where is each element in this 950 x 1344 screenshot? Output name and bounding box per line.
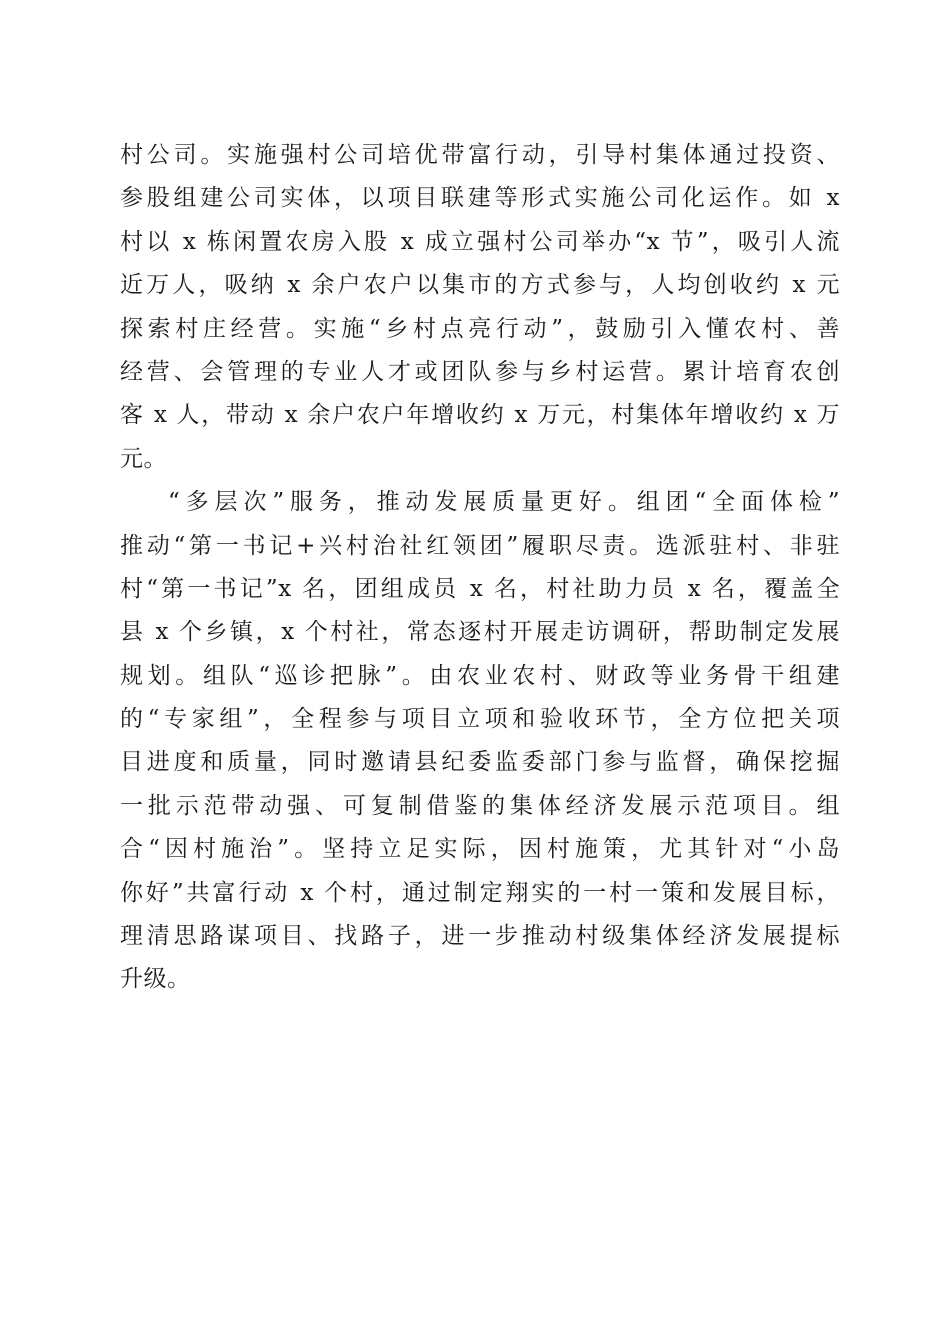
text-line: 县 x 个乡镇，x 个村社，常态逐村开展走访调研，帮助制定发展 — [120, 619, 840, 646]
body-text — [120, 134, 840, 1002]
text-line: 的“专家组”，全程参与项目立项和验收环节，全方位把关项 — [120, 706, 840, 733]
text-line: 一批示范带动强、可复制借鉴的集体经济发展示范项目。组 — [120, 792, 840, 819]
text-line: 探索村庄经营。实施“乡村点亮行动”，鼓励引入懂农村、善 — [120, 315, 840, 342]
text-line: 目进度和质量，同时邀请县纪委监委部门参与监督，确保挖掘 — [120, 749, 840, 776]
text-line: 村“第一书记”x 名，团组成员 x 名，村社助力员 x 名，覆盖全 — [120, 575, 840, 602]
text-line: 客 x 人，带动 x 余户农户年增收约 x 万元，村集体年增收约 x 万 — [120, 402, 840, 429]
text-line: 近万人，吸纳 x 余户农户以集市的方式参与，人均创收约 x 元 — [120, 272, 840, 299]
text-line: 合“因村施治”。坚持立足实际，因村施策，尤其针对“小岛 — [120, 836, 840, 863]
text-line: 规划。组队“巡诊把脉”。由农业农村、财政等业务骨干组建 — [120, 662, 840, 689]
text-line: 推动“第一书记+兴村治社红领团”履职尽责。选派驻村、非驻 — [120, 532, 840, 559]
text-line: 元。 — [120, 445, 167, 472]
text-line: 参股组建公司实体，以项目联建等形式实施公司化运作。如 x — [120, 185, 840, 212]
text-line: 经营、会管理的专业人才或团队参与乡村运营。累计培育农创 — [120, 358, 840, 385]
text-line: 村以 x 栋闲置农房入股 x 成立强村公司举办“x 节”，吸引人流 — [120, 228, 840, 255]
text-line: 村公司。实施强村公司培优带富行动，引导村集体通过投资、 — [120, 142, 840, 168]
paragraph-first-line: “多层次”服务，推动发展质量更好。组团“全面体检” — [168, 489, 840, 516]
text-line: 升级。 — [120, 966, 191, 993]
text-line: 理清思路谋项目、找路子，进一步推动村级集体经济发展提标 — [120, 923, 840, 950]
text-line: 你好”共富行动 x 个村，通过制定翔实的一村一策和发展目标， — [120, 879, 840, 906]
